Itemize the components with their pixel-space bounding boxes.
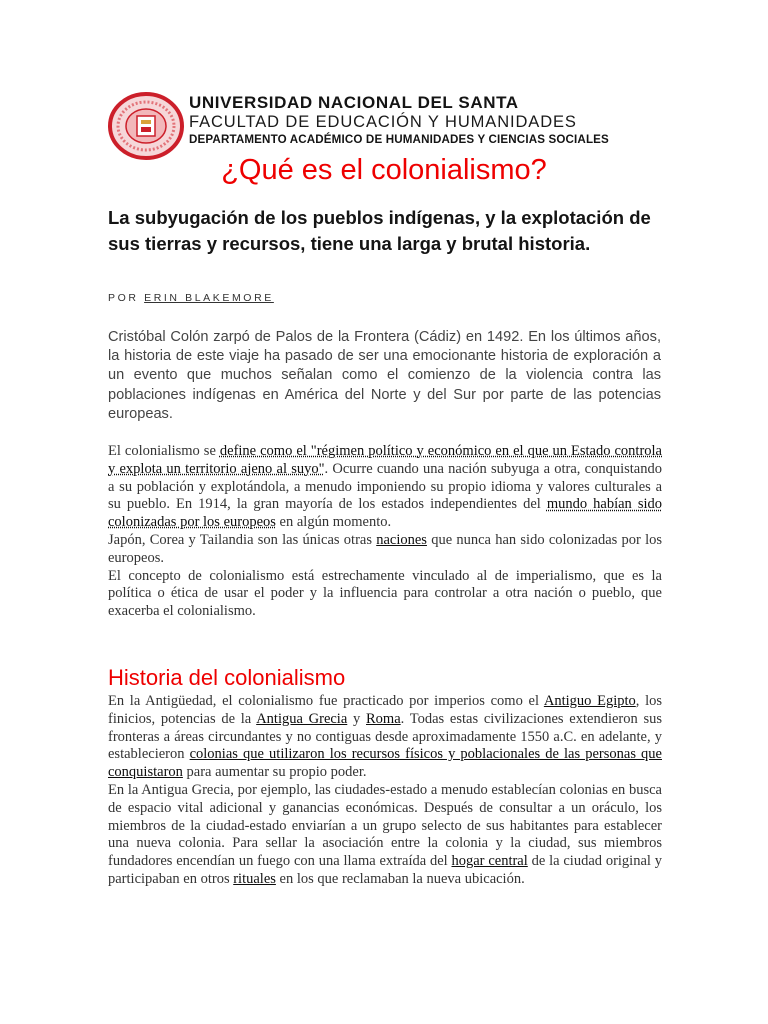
paragraph-antiquity (108, 693, 662, 782)
paragraph-imperialism: El concepto de colonialismo está estrechamente vinculado al de imperialismo, que es la política o ética de usar el poder y la influencia para controlar a otra nación o pueblo, que exacerba el colonialismo. (108, 567, 662, 620)
antiguo-egipto-link[interactable]: Antiguo Egipto (543, 693, 636, 709)
text-run: En la Antigüedad, el colonialismo fue practicado por imperios como el (108, 693, 544, 709)
text-run: Japón, Corea y Tailandia son las únicas otras (108, 531, 377, 548)
definition-link[interactable]: define como el "régimen político y económico en el que un Estado controla y explota un territorio ajeno al suyo" (108, 443, 662, 477)
naciones-link[interactable]: naciones (376, 531, 427, 548)
antigua-grecia-link[interactable]: Antigua Grecia (256, 710, 348, 727)
body-section-2 (108, 693, 662, 889)
text-run: para aumentar su propio poder. (182, 764, 367, 781)
text-run: En la Antigua Grecia, por ejemplo, las ciudades-estado a menudo establecían colonias en busca de espacio vital adicional y ganancias económicas. Después de consultar a un oráculo, los miembros de la ciudad-estado enviarían a un grupo selecto de sus habitantes para establecer una nueva colonia. Para sellar la asociación entre la colonia y la ciudad, sus miembros fundadores encendían un fuego con una llama extraída del (108, 781, 662, 870)
hogar-central-link[interactable]: hogar central (451, 853, 528, 870)
text-run: . Todas estas civilizaciones extendieron sus fronteras a áreas circundantes y no contiguas desde aproximadamente 1550 a.C. en adelante, y establecieron (108, 710, 663, 763)
colonias-link[interactable]: colonias que utilizaron los recursos físicos y poblacionales de las personas que conquistaron (108, 746, 662, 781)
text-run: El colonialismo se (108, 443, 220, 459)
page-title: ¿Qué es el colonialismo? (221, 154, 547, 186)
text-run: . Ocurre cuando una nación subyuga a otra, conquistando a su población y explotándola, a menudo imponiendo su propio idioma y valores culturales a su pueblo. En 1914, la gran mayoría de los estados independientes del (108, 460, 662, 513)
body-section-1 (108, 443, 662, 621)
paragraph-never-colonized (108, 532, 662, 568)
byline (108, 292, 274, 304)
text-run: , los finicios, potencias de la (108, 693, 663, 727)
text-run: en algún momento. (275, 514, 392, 531)
text-run: y (347, 710, 367, 727)
section-heading: Historia del colonialismo (108, 665, 346, 690)
colonized-world-link[interactable]: mundo habían sido colonizadas por los europeos (108, 496, 662, 531)
university-header (189, 92, 669, 147)
byline-prefix: POR (108, 292, 139, 304)
author-link[interactable]: ERIN BLAKEMORE (144, 292, 274, 304)
paragraph-definition (108, 443, 662, 532)
text-run: que nunca han sido colonizadas por los europeos. (108, 531, 663, 566)
faculty-name: FACULTAD DE EDUCACIÓN Y HUMANIDADES (189, 113, 577, 131)
rituales-link[interactable]: rituales (233, 870, 276, 887)
text-run: en los que reclamaban la nueva ubicación. (275, 870, 525, 887)
article-subtitle: La subyugación de los pueblos indígenas, y la explotación de sus tierras y recursos, tiene una larga y brutal historia. (108, 207, 651, 254)
intro-paragraph: Cristóbal Colón zarpó de Palos de la Frontera (Cádiz) en 1492. En los últimos años, la historia de este viaje ha pasado de ser una emocionante historia de exploración a un evento que muchos señalan como el comienzo de la violencia contra las poblaciones indígenas en América del Norte y del Sur por parte de las potencias europeas. (108, 329, 661, 422)
paragraph-greece (108, 782, 662, 889)
university-name: UNIVERSIDAD NACIONAL DEL SANTA (189, 93, 519, 112)
roma-link[interactable]: Roma (366, 710, 401, 727)
text-run: de la ciudad original y participaban en otros (108, 853, 662, 887)
department-name: DEPARTAMENTO ACADÉMICO DE HUMANIDADES Y CIENCIAS SOCIALES (189, 133, 609, 146)
